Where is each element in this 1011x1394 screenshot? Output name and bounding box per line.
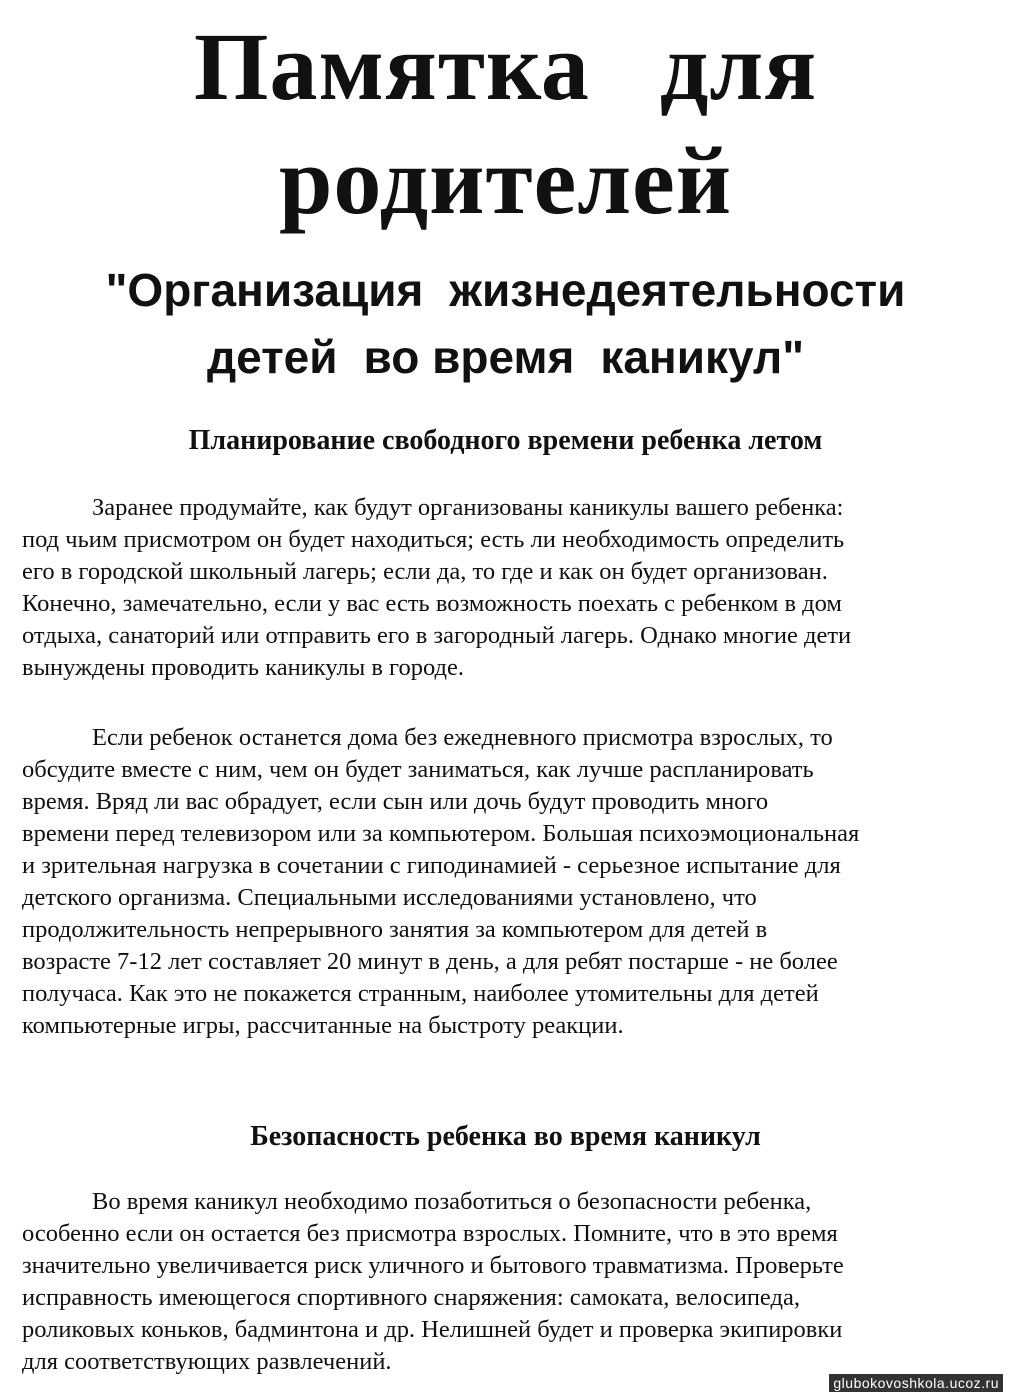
text-line: отдыха, санаторий или отправить его в загородный лагерь. Однако многие дети [22, 622, 852, 649]
title-word-for: для [659, 13, 818, 120]
text-line: вынуждены проводить каникулы в городе. [22, 654, 464, 681]
text-line: его в городской школьный лагерь; если да, то где и как он будет организован. [22, 558, 828, 585]
text-line: детского организма. Специальными исследованиями установлено, что [22, 884, 757, 911]
subtitle-word-children: детей [206, 331, 338, 383]
subtitle-word-organization: "Организация [105, 264, 424, 316]
subtitle-line-1 [0, 260, 1011, 320]
text-line: обсудите вместе с ним, чем он будет заниматься, как лучше распланировать [22, 756, 814, 783]
paragraph-planning-1 [22, 492, 994, 684]
text-line: возрасте 7-12 лет составляет 20 минут в день, а для ребят постарше - не более [22, 948, 838, 975]
text-line: под чьим присмотром он будет находиться; есть ли необходимость определить [22, 526, 845, 553]
text-line: значительно увеличивается риск уличного и бытового травматизма. Проверьте [22, 1252, 844, 1279]
text-line: и зрительная нагрузка в сочетании с гиподинамией - серьезное испытание для [22, 852, 841, 879]
text-line: времени перед телевизором или за компьютером. Большая психоэмоциональная [22, 820, 860, 847]
subtitle-line-2 [0, 327, 1011, 387]
subtitle-word-holidays: каникул" [600, 331, 805, 383]
text-line: Конечно, замечательно, если у вас есть возможность поехать с ребенком в дом [22, 590, 842, 617]
text-line: роликовых коньков, бадминтона и др. Нелишней будет и проверка экипировки [22, 1316, 843, 1343]
text-line: для соответствующих развлечений. [22, 1348, 392, 1375]
text-line: продолжительность непрерывного занятия за компьютером для детей в [22, 916, 768, 943]
paragraph-safety-1 [22, 1186, 994, 1378]
text-line: исправность имеющегося спортивного снаряжения: самоката, велосипеда, [22, 1284, 800, 1311]
section-heading-planning: Планирование свободного времени ребенка летом [188, 425, 823, 456]
subtitle-word-life-activity: жизнедеятельности [449, 264, 906, 316]
section-heading-safety: Безопасность ребенка во время каникул [250, 1121, 761, 1152]
subtitle-word-during: во время [363, 331, 575, 383]
title-line-1 [0, 12, 1011, 122]
text-line: Во время каникул необходимо позаботиться о безопасности ребенка, [92, 1188, 812, 1215]
text-line: время. Вряд ли вас обрадует, если сын или дочь будут проводить много [22, 788, 769, 815]
text-line: Заранее продумайте, как будут организованы каникулы вашего ребенка: [92, 494, 844, 521]
text-line: Если ребенок останется дома без ежедневного присмотра взрослых, то [92, 724, 833, 751]
text-line: особенно если он остается без присмотра взрослых. Помните, что в это время [22, 1220, 838, 1247]
paragraph-planning-2 [22, 722, 994, 1042]
text-line: получаса. Как это не покажется странным, наиболее утомительны для детей [22, 980, 819, 1007]
text-line: компьютерные игры, рассчитанные на быстроту реакции. [22, 1012, 624, 1039]
site-watermark: glubokovoshkola.ucoz.ru [829, 1374, 1003, 1392]
title-line-2: родителей [278, 127, 733, 234]
title-word-memo: Памятка [193, 13, 590, 120]
